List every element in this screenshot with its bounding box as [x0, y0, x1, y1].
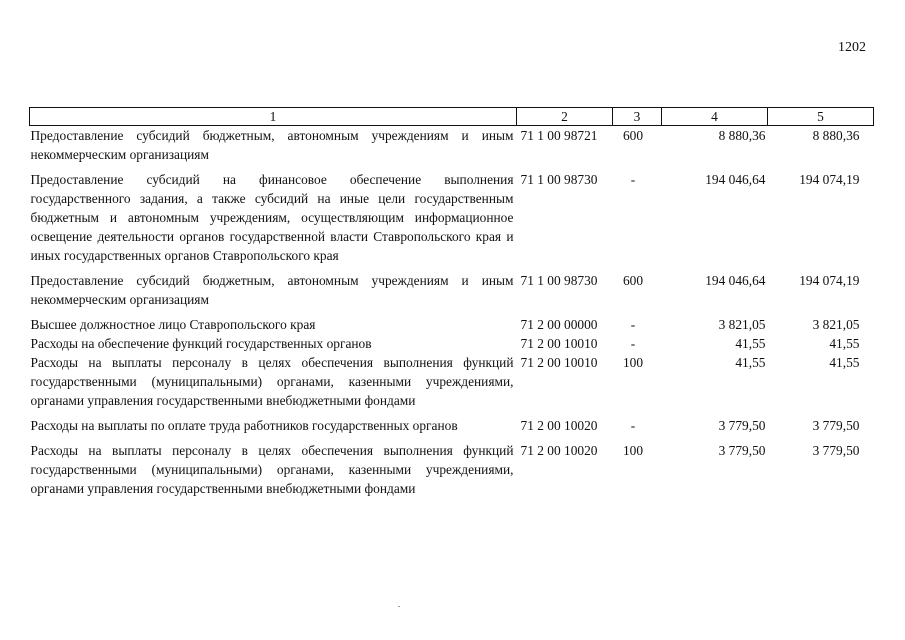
column-header-code: 2	[517, 108, 613, 126]
row-code: 71 1 00 98721	[520, 128, 598, 143]
row-name: Расходы на выплаты персоналу в целях обеспечения выполнения функций государственными (муниципальными) органами, казенными учреждениями, органами управления государственными внебюджетными фондами	[30, 355, 514, 408]
row-type: 600	[622, 273, 644, 288]
row-code: 71 2 00 00000	[520, 317, 598, 332]
table-row	[30, 315, 874, 334]
column-header-amount2: 5	[768, 108, 874, 126]
row-name: Расходы на обеспечение функций государственных органов	[30, 336, 372, 351]
table-body	[30, 126, 874, 499]
row-amount1: 8 880,36	[718, 128, 766, 143]
column-header-name: 1	[30, 108, 517, 126]
row-amount1: 194 046,64	[705, 172, 766, 187]
row-code: 71 1 00 98730	[520, 273, 598, 288]
row-type: 100	[622, 443, 644, 458]
table-header	[30, 108, 874, 126]
row-amount1: 3 779,50	[718, 418, 766, 433]
row-amount2: 3 821,05	[812, 317, 860, 332]
row-type: 600	[622, 128, 644, 143]
row-code: 71 2 00 10010	[520, 355, 598, 370]
row-amount1: 3 779,50	[718, 443, 766, 458]
row-amount1: 3 821,05	[718, 317, 766, 332]
row-amount2: 41,55	[829, 336, 860, 351]
row-name: Предоставление субсидий на финансовое обеспечение выполнения государственного задания, а также субсидий на иные цели государственным бюджетным и автономным учреждениям, осуществляющим информационное освещение деятельности органов государственной власти Ставропольского края и иных государственных органов Ставропольского края	[30, 172, 514, 263]
row-amount2: 3 779,50	[812, 443, 860, 458]
row-type: -	[630, 172, 636, 187]
row-name: Предоставление субсидий бюджетным, автономным учреждениям и иным некоммерческим организациям	[30, 128, 514, 162]
row-name: Расходы на выплаты персоналу в целях обеспечения выполнения функций государственными (муниципальными) органами, казенными учреждениями, органами управления государственными внебюджетными фондами	[30, 443, 514, 496]
row-code: 71 2 00 10020	[520, 418, 598, 433]
row-type: -	[630, 317, 636, 332]
row-type: 100	[622, 355, 644, 370]
row-amount2: 8 880,36	[812, 128, 860, 143]
row-amount2: 194 074,19	[799, 172, 860, 187]
table-row	[30, 416, 874, 441]
row-name: Расходы на выплаты по оплате труда работников государственных органов	[30, 418, 458, 433]
row-amount1: 194 046,64	[705, 273, 766, 288]
row-name: Предоставление субсидий бюджетным, автономным учреждениям и иным некоммерческим организациям	[30, 273, 514, 307]
row-type: -	[630, 336, 636, 351]
row-amount1: 41,55	[735, 336, 766, 351]
table-row	[30, 126, 874, 171]
budget-table	[29, 107, 874, 498]
row-code: 71 1 00 98730	[520, 172, 598, 187]
table-row	[30, 334, 874, 353]
row-amount2: 3 779,50	[812, 418, 860, 433]
row-code: 71 2 00 10010	[520, 336, 598, 351]
row-type: -	[630, 418, 636, 433]
row-name: Высшее должностное лицо Ставропольского края	[30, 317, 316, 332]
table-row	[30, 271, 874, 315]
header-row	[30, 108, 874, 126]
table-row	[30, 170, 874, 271]
column-header-amount1: 4	[662, 108, 768, 126]
table-row	[30, 441, 874, 498]
page-number: 1202	[838, 40, 866, 55]
row-amount2: 194 074,19	[799, 273, 860, 288]
column-header-type: 3	[613, 108, 662, 126]
table-row	[30, 353, 874, 416]
row-amount1: 41,55	[735, 355, 766, 370]
row-amount2: 41,55	[829, 355, 860, 370]
scan-speck	[398, 606, 400, 607]
row-code: 71 2 00 10020	[520, 443, 598, 458]
